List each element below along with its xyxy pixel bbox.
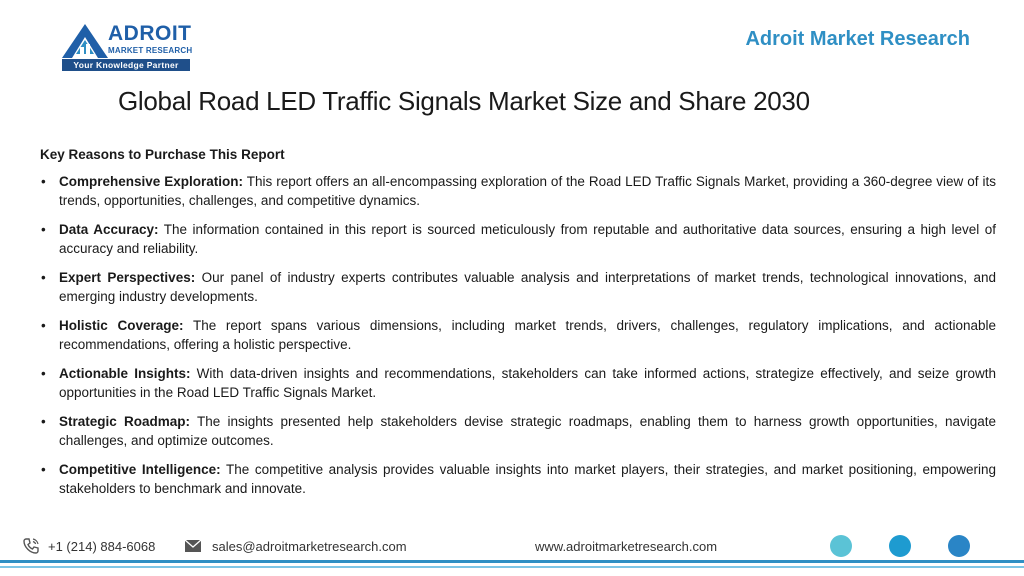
footer-phone[interactable]: +1 (214) 884-6068 <box>48 539 156 554</box>
section-heading: Key Reasons to Purchase This Report <box>40 147 285 162</box>
item-text: The competitive analysis provides valuable insights into market players, their strategies, and market positioning, empowering stakeholders to benchmark and innovate. <box>59 462 997 496</box>
item-label: Strategic Roadmap: <box>59 414 190 429</box>
item-label: Actionable Insights: <box>59 366 191 381</box>
item-text: With data-driven insights and recommendations, stakeholders can take informed actions, strategize effectively, and seize growth opportunities in the Road LED Traffic Signals Market. <box>59 366 996 400</box>
company-logo <box>60 22 200 74</box>
logo-tagline: Your Knowledge Partner <box>62 59 190 71</box>
brand-name: Adroit Market Research <box>745 28 970 50</box>
list-item <box>40 172 996 210</box>
list-item <box>40 364 996 402</box>
list-item <box>40 412 996 450</box>
decorative-dot <box>830 535 852 557</box>
list-item <box>40 268 996 306</box>
item-text: This report offers an all-encompassing exploration of the Road LED Traffic Signals Market, providing a 360-degree view of its trends, opportunities, challenges, and competitive dynamics. <box>59 174 996 208</box>
logo-mark-icon <box>60 22 110 60</box>
logo-subtitle: MARKET RESEARCH <box>108 46 193 55</box>
item-text: The insights presented help stakeholders devise strategic roadmaps, enabling them to harness growth opportunities, navigate challenges, and optimize outcomes. <box>59 414 996 448</box>
report-reasons <box>40 147 996 508</box>
reason-list <box>40 172 996 498</box>
mail-icon <box>184 539 202 553</box>
decorative-dot <box>948 535 970 557</box>
list-item <box>40 316 996 354</box>
item-label: Holistic Coverage: <box>59 318 184 333</box>
item-text: Our panel of industry experts contributes valuable analysis and interpretations of market trends, technological innovations, and emerging industry developments. <box>59 270 996 304</box>
item-text: The information contained in this report is sourced meticulously from reputable and authoritative data sources, ensuring a high level of accuracy and reliability. <box>59 222 997 256</box>
footer-divider <box>0 560 1024 563</box>
footer-website[interactable]: www.adroitmarketresearch.com <box>535 539 718 554</box>
page-title: Global Road LED Traffic Signals Market Size and Share 2030 <box>118 86 810 116</box>
footer-divider-accent <box>0 566 1024 568</box>
item-label: Competitive Intelligence: <box>59 462 221 477</box>
phone-icon <box>22 537 40 555</box>
decorative-dot <box>889 535 911 557</box>
list-item <box>40 220 996 258</box>
item-text: The report spans various dimensions, including market trends, drivers, challenges, regulatory implications, and actionable recommendations, offering a holistic perspective. <box>59 318 996 352</box>
logo-name: ADROIT <box>108 22 192 45</box>
item-label: Comprehensive Exploration: <box>59 174 244 189</box>
item-label: Data Accuracy: <box>59 222 159 237</box>
footer-email[interactable]: sales@adroitmarketresearch.com <box>212 539 407 554</box>
list-item <box>40 460 996 498</box>
item-label: Expert Perspectives: <box>59 270 196 285</box>
